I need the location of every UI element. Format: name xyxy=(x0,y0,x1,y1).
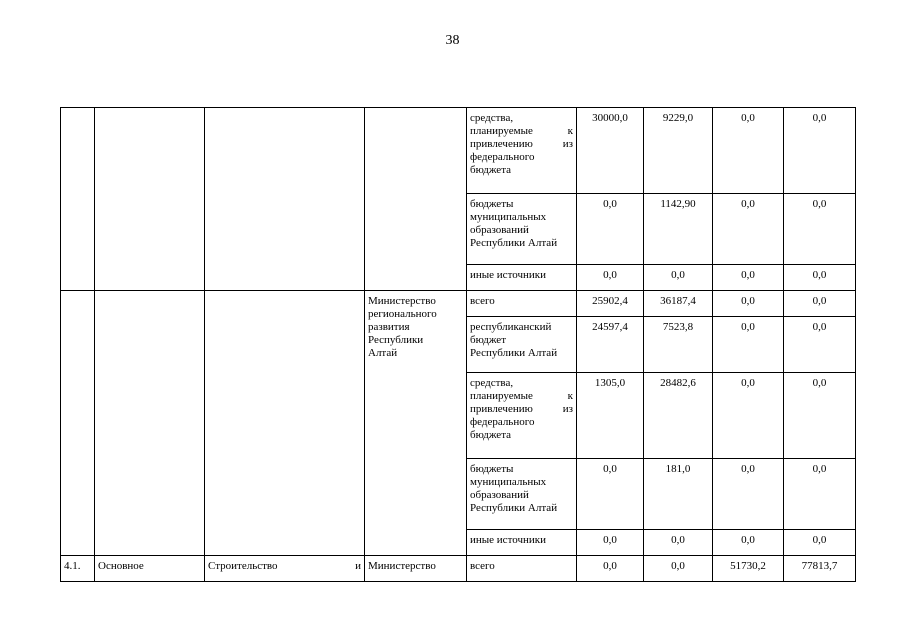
cell-value-2: 1142,90 xyxy=(644,194,713,265)
cell-value-2: 0,0 xyxy=(644,556,713,582)
cell-number xyxy=(61,108,95,291)
cell-event-name xyxy=(95,108,205,291)
cell-executor xyxy=(365,108,467,291)
cell-funding-source: всего xyxy=(467,291,577,317)
cell-number: 4.1. xyxy=(61,556,95,582)
cell-value-1: 0,0 xyxy=(577,556,644,582)
table-row xyxy=(61,556,856,582)
cell-value-4: 0,0 xyxy=(784,317,856,373)
cell-event-name: Основное xyxy=(95,556,205,582)
cell-value-1: 25902,4 xyxy=(577,291,644,317)
cell-value-2: 0,0 xyxy=(644,530,713,556)
cell-value-2: 181,0 xyxy=(644,459,713,530)
cell-value-2: 28482,6 xyxy=(644,373,713,459)
cell-value-2: 36187,4 xyxy=(644,291,713,317)
cell-value-1: 24597,4 xyxy=(577,317,644,373)
cell-funding-source: средства, планируемые к привлечению из федерального бюджета xyxy=(467,373,577,459)
cell-description: Строительство и xyxy=(205,556,365,582)
cell-value-2: 0,0 xyxy=(644,265,713,291)
cell-funding-source: республиканский бюджет Республики Алтай xyxy=(467,317,577,373)
cell-number xyxy=(61,291,95,556)
cell-value-3: 0,0 xyxy=(713,373,784,459)
cell-value-3: 0,0 xyxy=(713,317,784,373)
cell-funding-source: иные источники xyxy=(467,530,577,556)
cell-value-1: 0,0 xyxy=(577,530,644,556)
cell-value-4: 77813,7 xyxy=(784,556,856,582)
cell-value-3: 0,0 xyxy=(713,459,784,530)
cell-value-3: 0,0 xyxy=(713,291,784,317)
cell-funding-source: иные источники xyxy=(467,265,577,291)
cell-value-1: 0,0 xyxy=(577,265,644,291)
cell-value-4: 0,0 xyxy=(784,265,856,291)
cell-value-1: 0,0 xyxy=(577,459,644,530)
cell-description xyxy=(205,291,365,556)
cell-value-2: 7523,8 xyxy=(644,317,713,373)
cell-value-1: 30000,0 xyxy=(577,108,644,194)
cell-description xyxy=(205,108,365,291)
cell-event-name xyxy=(95,291,205,556)
cell-value-3: 0,0 xyxy=(713,265,784,291)
cell-value-1: 0,0 xyxy=(577,194,644,265)
cell-funding-source: всего xyxy=(467,556,577,582)
cell-value-3: 0,0 xyxy=(713,530,784,556)
cell-value-3: 0,0 xyxy=(713,194,784,265)
cell-value-4: 0,0 xyxy=(784,194,856,265)
cell-funding-source: средства, планируемые к привлечению из федерального бюджета xyxy=(467,108,577,194)
cell-executor: Министерство xyxy=(365,556,467,582)
cell-funding-source: бюджеты муниципальных образований Республики Алтай xyxy=(467,459,577,530)
cell-value-4: 0,0 xyxy=(784,108,856,194)
cell-value-4: 0,0 xyxy=(784,291,856,317)
table-row xyxy=(61,291,856,317)
budget-table xyxy=(60,107,856,582)
page-number: 38 xyxy=(445,33,460,48)
cell-executor: Министерство регионального развития Республики Алтай xyxy=(365,291,467,556)
cell-value-2: 9229,0 xyxy=(644,108,713,194)
table-row xyxy=(61,108,856,194)
cell-value-3: 51730,2 xyxy=(713,556,784,582)
cell-value-1: 1305,0 xyxy=(577,373,644,459)
cell-funding-source: бюджеты муниципальных образований Республики Алтай xyxy=(467,194,577,265)
cell-value-4: 0,0 xyxy=(784,459,856,530)
cell-value-4: 0,0 xyxy=(784,530,856,556)
cell-value-4: 0,0 xyxy=(784,373,856,459)
cell-value-3: 0,0 xyxy=(713,108,784,194)
